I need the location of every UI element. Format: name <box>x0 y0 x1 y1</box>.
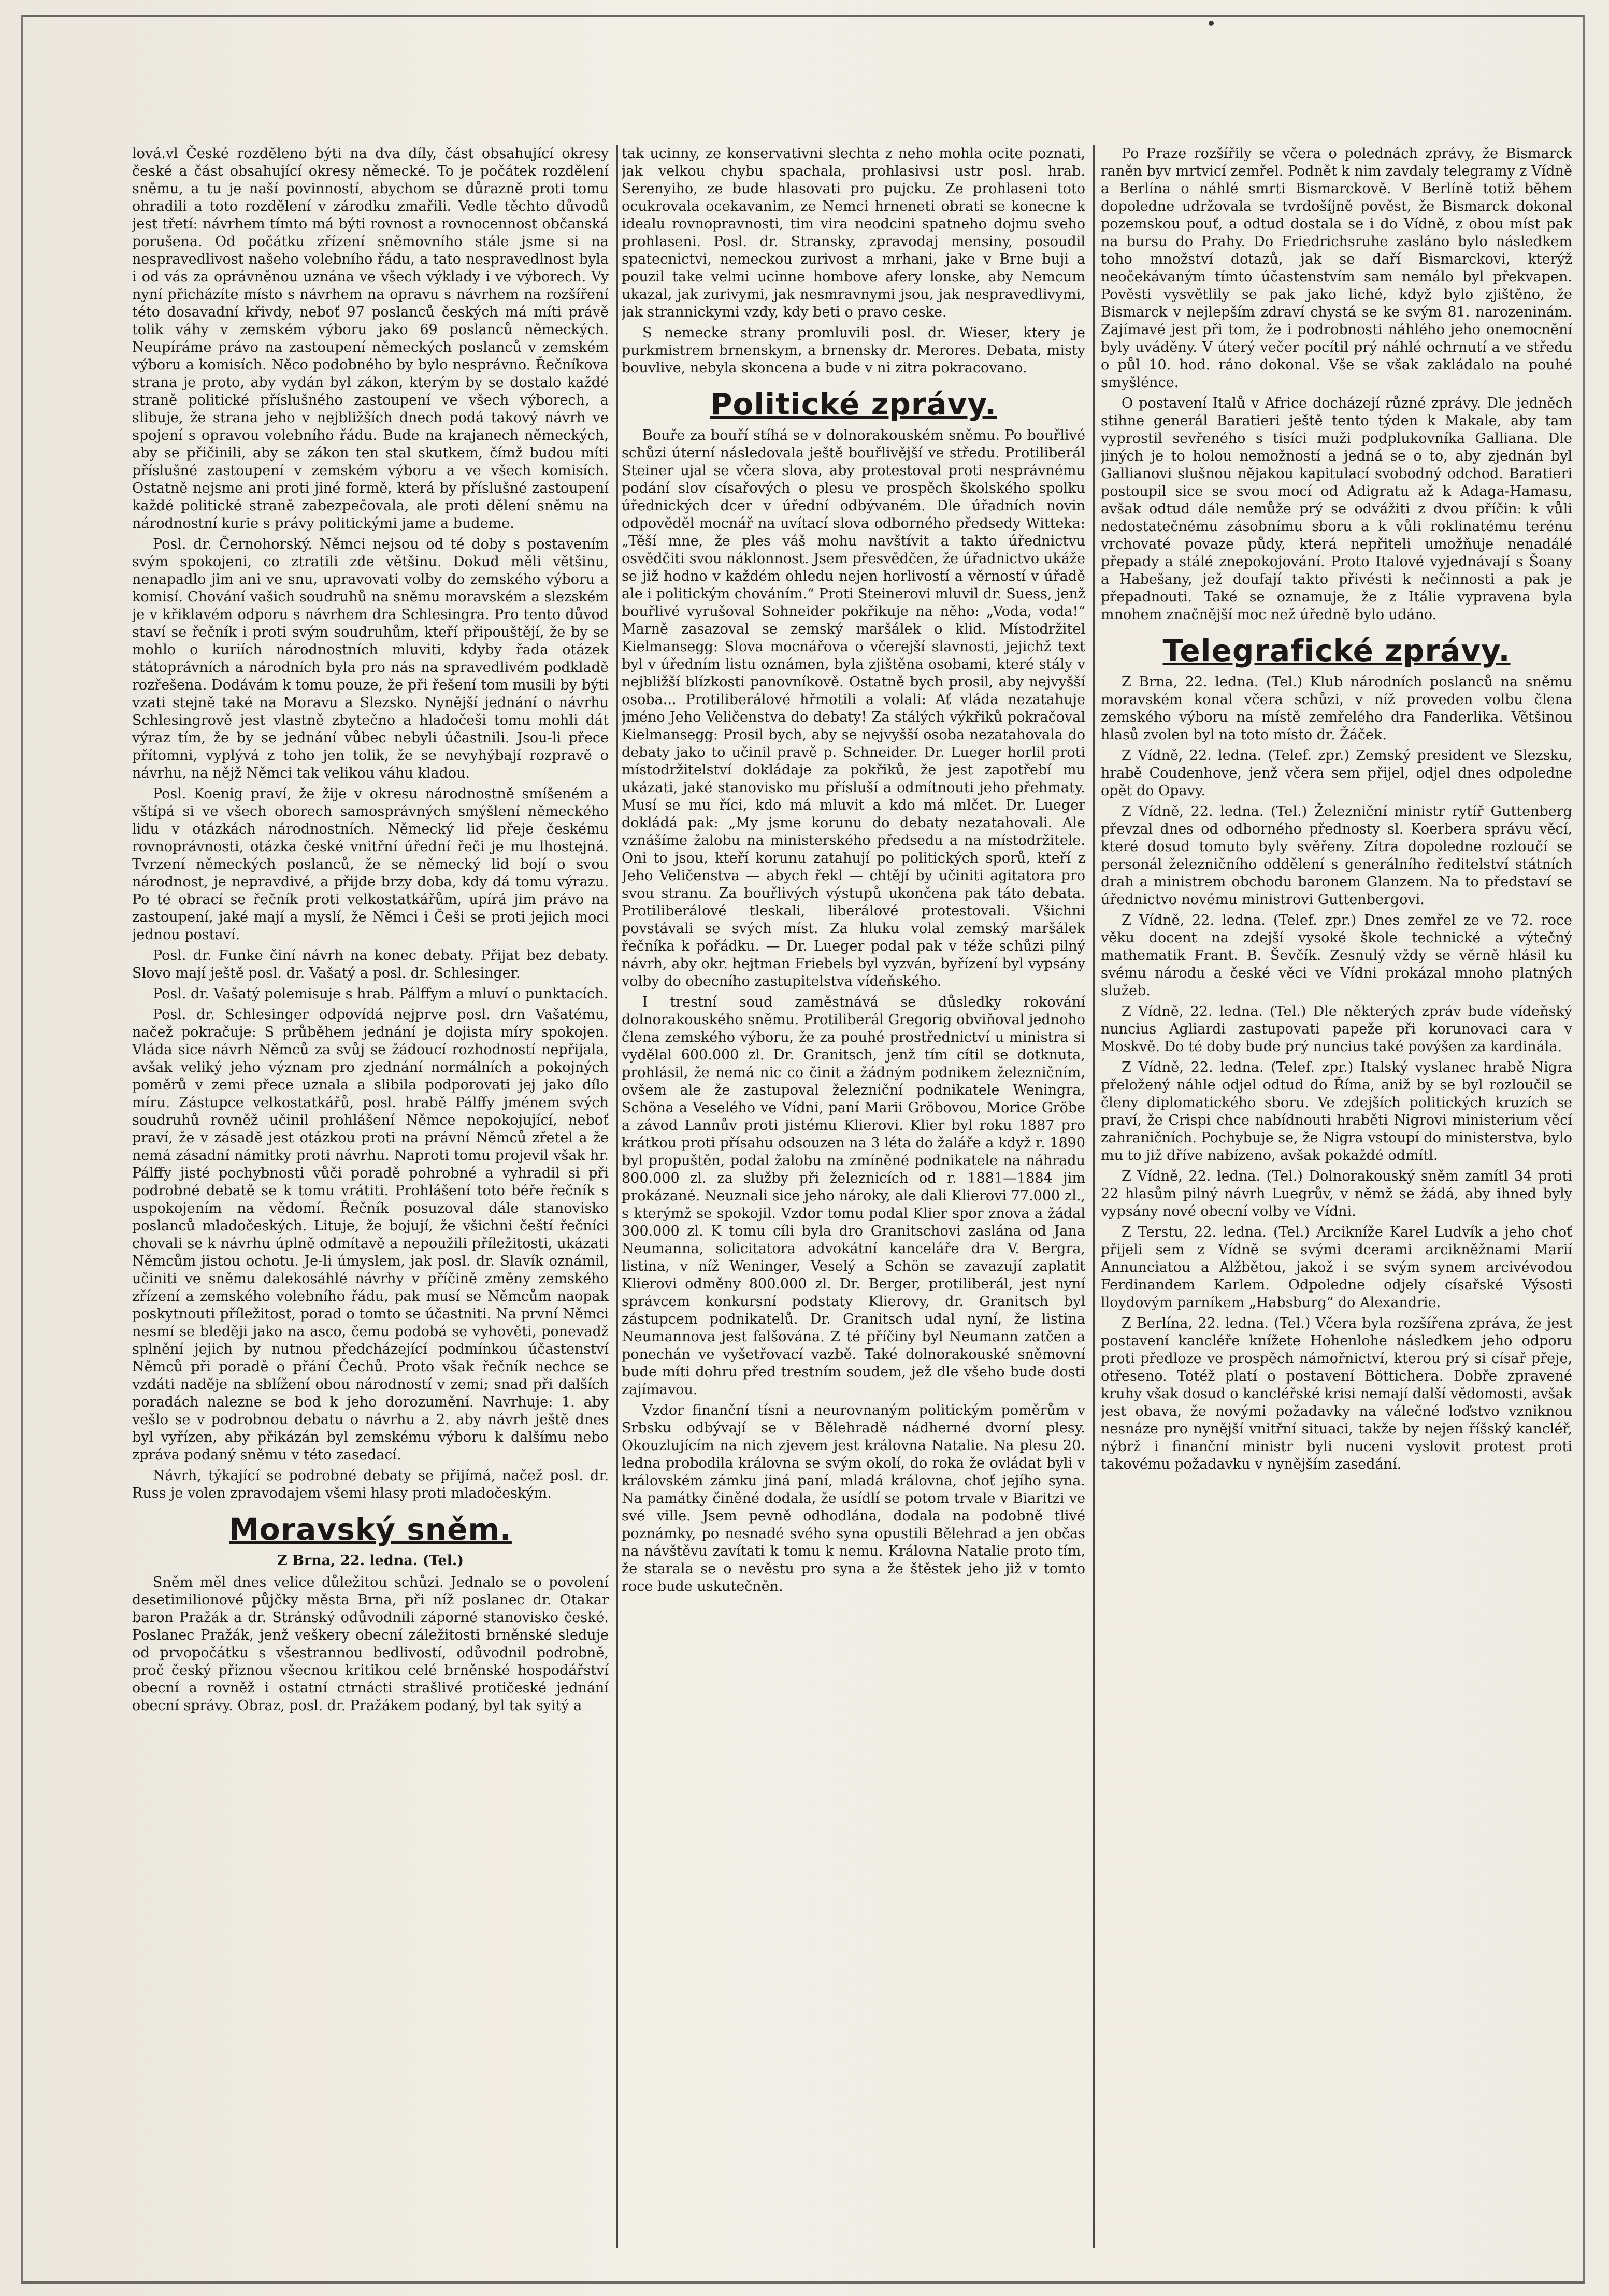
col1-paragraph: Návrh, týkající se podrobné debaty se přijímá, načež posl. dr. Russ je volen zpravodajem všemi hlasy proti mladočeským. <box>132 1468 609 1501</box>
column-separator-2 <box>1093 145 1095 2248</box>
column-2 <box>622 145 1085 2248</box>
column-separator-1 <box>616 145 618 2248</box>
telegram-item: Z Vídně, 22. ledna. (Telef. zpr.) Dnes zemřel ze ve 72. roce věku docent na zdejší vysoké škole technické a výtečný mathematik Frant. B. Ševčík. Zesnulý vždy se věrně hlásil ku svému národu a české věci ve Vídni prokázal mnoho platných služeb. <box>1101 912 1572 999</box>
col1-paragraph: lová.vl České rozděleno býti na dva díly, část obsahující okresy české a část obsahující okresy německé. To je počátek rozdělení sněmu, a tu je naší povinností, abychom se důrazně proti tomu ohradili a toto rozdělení v zárodku zmařili. Vedle těchto důvodů jest třetí: návrhem tímto má býti rovnost a rovnocennost občanská porušena. Od počátku zřízení sněmovního stále jsme si na nespravedlivost našeho volebního řádu, a tato nespravedlnost byla i od vás za oprávněnou uznána ve všech výklady i ve výborech. Vy nyní přicházíte místo s návrhem na opravu s návrhem na rozšíření této dosavadní křivdy, neboť 97 poslanců českých má míti právě tolik váhy v zemském výboru jako 69 poslanců německých. Neupíráme právo na zastoupení německých poslanců v zemském výboru a komisích. Něco podobného by bylo nesprávno. Řečníkova strana je proto, aby vydán byl zákon, kterým by se dostalo každé straně politické příslušného zastoupení ve všech výborech, a slibuje, že strana jeho v nejbližších dnech podá takový návrh ve spojení s opravou volebního řádu. Bude na krajanech německých, aby se přičinili, aby se zákon ten stal skutkem, čímž budou míti příslušné zastoupení v zemském výboru a ve všech komisích. Ostatně nejsme ani proti jiné formě, která by příslušné zastoupení každé politické straně zabezpečovala, ale proti dělení sněmu na národnostní kurie s právy politickými jame a budeme. <box>132 146 609 532</box>
right-border <box>1583 15 1585 2284</box>
dateline: Z Brna, 22. ledna. (Tel.) <box>277 1553 464 1569</box>
col3-paragraph: Po Praze rozšířily se včera o polednách zprávy, že Bismarck raněn byv mrtvicí zemřel. Podnět k nim zavdaly telegramy z Vídně a Berlína o náhlé smrti Bismarckově. V Berlíně totiž během dopoledne udržovala se tvrdošíjně pověst, že Bismarck dokonal pozemskou pouť, a odtud dostala se i do Vídně, z obou míst pak na bursu do Prahy. Do Friedrichsruhe zasláno bylo následkem toho množství dotazů, jak se daří Bismarckovi, kterýž neočekávaným tímto účastenstvím sam nemálo byl překvapen. Pověsti vysvětlily se pak jako liché, když bylo zjištěno, že Bismarck v nejlepším zdraví chystá se ke svým 81. narozeninám. Zajímavé jest při tom, že i podrobnosti náhlého jeho onemocnění byly uváděny. V úterý večer pocítil prý náhlé ochrnutí a ve středu o půl 10. hod. ráno dokonal. Vše se však zakládalo na pouhé smyšlénce. <box>1101 146 1572 391</box>
telegram-item: Z Berlína, 22. ledna. (Tel.) Včera byla rozšířena zpráva, že jest postavení kancléře knížete Hohenlohe následkem jeho odporu proti předloze ve prospěch námořnictví, kterou prý si císař přeje, otřeseno. Totéž platí o postavení Böttichera. Dobře zpravené kruhy však dosud o kancléřské krisi nemají další vědomosti, avšak jest obava, že novými požadavky na válečné loďstvo vzniknou nesnáze pro nynější vnitřní situaci, takže by nejen říšský kancléř, nýbrž i finanční ministr byli nuceni vyslovit protest proti takovému požadavku v nynějším zasedání. <box>1101 1315 1572 1472</box>
col1-paragraph: Posl. dr. Vašatý polemisuje s hrab. Pálffym a mluví o punktacích. <box>153 986 609 1002</box>
column-1 <box>132 145 609 2248</box>
telegram-item: Z Vídně, 22. ledna. (Tel.) Dle některých zpráv bude vídeňský nuncius Agliardi zastupovati papeže při korunovaci cara v Moskvě. Do té doby bude prý nuncius také povýšen za kardinála. <box>1101 1003 1572 1055</box>
col2-paragraph: tak ucinny, ze konservativni slechta z neho mohla ocite poznati, jak velkou chybu spachala, prohlasivsi ustr posl. hrab. Serenyiho, ze bude hlasovati pro pujcku. Ze prohlaseni toto ocukrovala ocekavanim, ze Nemci hrneneti obrati se konecne k idealu rovnopravnosti, tim vira neodcini spatneho dojmu sveho prohlaseni. Posl. dr. Stransky, zpravodaj mensiny, posoudil spatecnictvi, nemeckou zurivost a mrhani, jake v Brne buji a pouzil take velmi ucinne hombove afery lonske, aby Nemcum ukazal, jak zurivymi, jak nesmravnymi jsou, jak nespravedlivymi, jak strannickymi vzdy, kdy beti o pravo ceske. <box>622 146 1085 320</box>
top-border <box>21 15 1585 17</box>
col2-paragraph: Bouře za bouří stíhá se v dolnorakouském sněmu. Po bouřlivé schůzi úterní následovala ještě bouřlivější ve středu. Protiliberál Steiner ujal se včera slova, aby protestoval proti nesprávnému podání slov císařových o plesu ve prospěch školského spolku úřednických dcer v úřední odbývaném. Dle úřadních novin odpověděl mocnář na uvítací slova odborného předsedy Witteka: „Těší mne, že ples váš mohu navštívit a takto úřednictvu osvědčiti svou náklonnost. Jsem přesvědčen, že úřadnictvo ukáže se již hodno v každém ohledu nejen horlivostí a věrností v úřadě ale i politickým chováním.“ Proti Steinerovi mluvil dr. Suess, jenž bouřlivé vyrušoval Sohneider pokřikuje na něho: „Voda, voda!“ Marně zasazoval se zemský maršálek o klid. Místodržitel Kielmansegg: Slova mocnářova o včerejší slavnosti, jejichž text byl v úředním listu oznámen, byla zjištěna osobami, které stály v nejbližší blízkosti panovníkově. Ostatně bych prosil, aby nejvyšší osoba... Protiliberálové hřmotili a volali: Ať vláda nezatahuje jméno Jeho Veličenstva do debaty! Za stálých výkřiků pokračoval Kielmansegg: Prosil bych, aby se nejvyšší osoba nezatahovala do debaty jako to učinil pravě p. Schneider. Dr. Lueger horlil proti místodržitelství dokládaje za pokřiků, že jest zapotřebí mu ukázati, jaké stanovisko mu přísluší a odmítnouti jeho přehmaty. Musí se mu říci, kdo má mluvit a kdo má mlčet. Dr. Lueger dokládá pak: „My jsme korunu do debaty nezatahovali. Ale vznášíme žalobu na ministerského předsedu a na místodržitele. Oni to jsou, kteří korunu zatahují po politických sporů, kteří z Jeho Veličenstva — abych řekl — chtějí by učiniti agitatora pro svou stranu. Za bouřlivých výstupů ukončena pak táto debata. Protiliberálové tleskali, liberálové protestovali. Všichni povstávali se svých míst. Za hluku volal zemský maršálek řečníka k pořádku. — Dr. Lueger podal pak v téže schůzi pilný návrh, aby okr. hejtman Friebels byl vyzván, byřízení byl vypsány volby do obecního zastupitelstva vídeňského. <box>622 427 1085 989</box>
section-heading-moravsky-snem: Moravský sněm. <box>229 1512 512 1547</box>
telegram-item: Z Vídně, 22. ledna. (Telef. zpr.) Italský vyslanec hrabě Nigra přeložený náhle odjel odtud do Říma, aniž by se byl rozloučil se členy diplomatického sboru. Ve zdejších politických kruzích se praví, že Crispi chce nabídnouti hraběti Nigrovi ministerium věcí zahraničních. Pochybuje se, že Nigra vstoupí do ministerstva, bylo mu to již dříve nabízeno, avšak pokaždé odmítl. <box>1101 1059 1572 1164</box>
col2-paragraph: I trestní soud zaměstnává se důsledky rokování dolnorakouského sněmu. Protiliberál Gregorig obviňoval jednoho člena zemského výboru, že za pouhé prostřednictví u ministra si vydělal 600.000 zl. Dr. Granitsch, jenž tím cítil se dotknuta, prohlásil, že nemá nic co činit a žádným podnikem železničním, ovšem ale že zastupoval železniční podnikatele Weningra, Schöna a Veselého ve Vídni, paní Marii Gröbovou, Morice Gröbe a závod Lannův proti jistému Klierovi. Klier byl roku 1887 pro krátkou proti přísahu odsouzen na 3 léta do žaláře a když r. 1890 byl propuštěn, podal žalobu na zmíněné podnikatele na náhradu 800.000 zl. za služby při železnicích od r. 1881—1884 jim prokázané. Neuznali sice jeho nároky, ale dali Klierovi 77.000 zl., s kterýmž se spokojil. Vzdor tomu podal Klier spor znova a žádal 300.000 zl. K tomu cíli byla dro Granitschovi zaslána od Jana Neumanna, solicitatora advokátní kanceláře dra V. Bergra, listina, v níž Weninger, Veselý a Schön se zavazují zaplatit Klierovi odměny 800.000 zl. Dr. Berger, protiliberál, jest nyní správcem konkursní podstaty Klierovy, dr. Granitsch byl zástupcem podnikatelů. Dr. Granitsch udal nyní, že listina Neumannova jest falšována. Z té příčiny byl Neumann zatčen a ponechán ve vyšetřovací vazbě. Také dolnorakouské sněmovní bude míti dohru před trestním soudem, jež dle všeho bude dosti zajímavou. <box>622 994 1085 1398</box>
left-border <box>21 15 23 2284</box>
telegram-item: Z Brna, 22. ledna. (Tel.) Klub národních poslanců na sněmu moravském konal včera schůzi, v níž proveden volbu člena zemského výboru na místě zemřelého dra Fanderlika. Většinou hlasů zvolen byl na toto místo dr. Žáček. <box>1101 674 1572 743</box>
col1-paragraph: Sněm měl dnes velice důležitou schůzi. Jednalo se o povolení desetimilionové půjčky města Brna, při níž poslanec dr. Otakar baron Pražák a dr. Stránský odůvodnili záporné stanovisko české. Poslanec Pražák, jenž veškery obecní záležitosti brněnské sleduje od prvopočátku s všestrannou bedlivostí, odůvodnil podrobně, proč český přiznou všecnou kritikou celé brněnské hospodářství obecní a rovněž i ostatní ctrnácti strašlivé protičeské jednání obecní správy. Obraz, posl. dr. Pražákem podaný, byl tak syitý a <box>132 1574 609 1714</box>
telegram-item: Z Vídně, 22. ledna. (Telef. zpr.) Zemský president ve Slezsku, hrabě Coudenhove, jenž včera sem přijel, odjel dnes odpoledne opět do Opavy. <box>1101 748 1572 799</box>
col1-paragraph: Posl. dr. Funke činí návrh na konec debaty. Přijat bez debaty. Slovo mají ještě posl. dr. Vašatý a posl. dr. Schlesinger. <box>132 948 609 981</box>
telegram-item: Z Vídně, 22. ledna. (Tel.) Železniční ministr rytíř Guttenberg převzal dnes od odborného přednosty sl. Koerbera správu věcí, které dosud tomuto byly svěřeny. Zítra dopoledne rozloučí se personál železničního oddělení s generálního ředitelství státních drah a ministrem obchodu baronem Glanzem. Na to představí se úřednictvo novému ministrovi Guttenbergovi. <box>1101 803 1572 908</box>
telegram-item: Z Vídně, 22. ledna. (Tel.) Dolnorakouský sněm zamítl 34 proti 22 hlasům pilný návrh Luegrův, v němž se žádá, aby ihned byly vypsány nové obecní volby ve Vídni. <box>1101 1168 1572 1219</box>
col1-paragraph: Posl. dr. Černohorský. Němci nejsou od té doby s postavením svým spokojeni, co ztratili zde většinu. Dokud měli většinu, nenapadlo jim ani ve snu, upravovati volby do zemského výboru a komisí. Chování vašich soudruhů na sněmu moravském a slezském je v křiklavém odporu s návrhem dra Schlesingra. Pro tento důvod staví se řečník i proti svým soudruhům, kteří připouštějí, že by se mohlo o kuriích národnostních mluviti, kdyby řada otázek státoprávních a národních byla pro nás na spravedlivém podkladě rozřešena. Dodávám k tomu pouze, že při řešení tom musili by býti vzati stejně také na Moravu a Slezsko. Nynější jednání o návrhu Schlesingrově jest vlastně zbytečno a hladočeši tomu mohli dát výraz tím, že by se jednání vůbec nebyli účastnili. Jsou-li přece přítomni, vyplývá z toho jen tolik, že se nevyhýbají rozpravě o návrhu, na nějž Němci tak velikou váhu kladou. <box>132 536 609 781</box>
section-heading-politicke-zpravy: Politické zprávy. <box>710 386 997 422</box>
print-dot <box>1209 21 1214 26</box>
col1-paragraph: Posl. Koenig praví, že žije v okresu národnostně smíšeném a vštípá si ve všech oborech samosprávných smýšlení německého lidu v otázkách národnostních. Německý lid přeje českému rovnoprávnosti, otázka české vnitřní úřední řeči je mu lhostejná. Tvrzení německých poslanců, že se německý lid bojí o svou národnost, je nepravdivé, a přijde brzy doba, kdy dá tomu výrazu. Po té obrací se řečník proti velkostatkářům, upírá jim právo na zastoupení, jaké mají a myslí, že Němci i Češi se proti jejich moci jednou postaví. <box>132 786 609 943</box>
col2-paragraph: S nemecke strany promluvili posl. dr. Wieser, ktery je purkmistrem brnenskym, a brnensky dr. Merores. Debata, misty bouvlive, nebyla skoncena a bude v ni zitra pokracovano. <box>622 325 1085 376</box>
col2-paragraph: Vzdor finanční tísni a neurovnaným politickým poměrům v Srbsku odbývají se v Bělehradě nádherné dvorní plesy. Okouzlujícím na nich zjevem jest královna Natalie. Na plesu 20. ledna probodila královna se svým okolí, do roka že ovládat byli v královském zámku jiná paní, mladá královna, choť jejího syna. Na památky činěné dodala, že usídlí se potom trvale v Biaritzi ve své ville. Jsem pevně odhodlána, dodala na podobně tlivé poznámky, po nesnadé svého syna opustili Bělehrad a jen občas na návštěvu zavítati k tomu k nemu. Královna Natalie proto tím, že starala se o nevěstu pro syna a že štěstek jeho již v tomto roce bude uskutečněn. <box>622 1402 1085 1595</box>
column-3 <box>1101 145 1572 2248</box>
telegram-item: Z Terstu, 22. ledna. (Tel.) Arcikníže Karel Ludvík a jeho choť přijeli sem z Vídně se svými dcerami arcikněžnami Marií Annunciatou a Alžbětou, jakož i se svým synem arcivévodou Ferdinandem Karlem. Odpoledne odjely císařské Výsosti lloydovým parníkem „Habsburg“ do Alexandrie. <box>1101 1224 1572 1311</box>
section-heading-telegraficke-zpravy: Telegrafické zprávy. <box>1162 633 1511 668</box>
col1-paragraph: Posl. dr. Schlesinger odpovídá nejprve posl. drn Vašatému, načež pokračuje: S průběhem jednání je dojista míry spokojen. Vláda sice návrh Němců za svůj se žádoucí rozhodností nepřijala, avšak veliký jeho význam pro zjednání normálních a pokojných poměrů v zemi přece uznala a slibila podporovati jej jako dílo míru. Zástupce velkostatkářů, posl. hrabě Pálffy jménem svých soudruhů rovněž učinil prohlášení Němce nepokojující, neboť praví, že v zásadě jest otázkou proti na právní Němců zřetel a že nemá zásadní námitky proti návrhu. Naproti tomu projevil však hr. Pálffy jisté pochybnosti vůči poradě pohrobné a vyhradil si při podrobné debatě se k tomu vrátiti. Prohlášení toto béře řečník s uspokojením na vědomí. Řečník posuzoval dále stanovisko poslanců mladočeských. Lituje, že bojují, že všichni čeští řečníci chovali se k návrhu úplně odmítavě a nepoužili příležitosti, ukázati Němcům jistou ochotu. Je-li úmyslem, jak posl. dr. Slavík oznámil, učiniti ve sněmu dalekosáhlé návrhy v příčině změny zemského zřízení a zemského volebního řádu, pak musí se Němcům naopak poskytnouti příležitost, porad o tomto se účastniti. Na první Němci nesmí se bleději jako na asco, čemu podobá se vyhověti, ponevadž splnění jejich by nutnou předcházející podmínkou účastenství Němců při poradě o přání Čechů. Proto však řečník nechce se vzdáti naděje na sblížení obou národností v zemi; snad při dalších poradách nalezne se bod k jeho dorozumění. Navrhuje: 1. aby vešlo se v podrobnou debatu o návrhu a 2. aby návrh ještě dnes byl vyřízen, aby přikázán byl zemskému výboru k dalšímu nebo zpráva podaný sněmu v této zasedací. <box>132 1007 609 1463</box>
col3-paragraph: O postavení Italů v Africe docházejí různé zprávy. Dle jedněch stihne generál Baratieri ještě tento týden k Makale, aby tam vyprostil sevřeného s tisíci muži podplukovníka Galliana. Dle jiných je to holou nemožností a jedná se o to, aby zjednán byl Gallianovi slušnou nějakou kapitulací svobodný odchod. Baratieri postoupil sice se svou mocí od Adigratu až k Adaga-Hamasu, avšak odtud dále nemůže prý se odvážiti z dvou příčin: k vůli nedostatečnému zásobnímu sboru a k vůli roklinatému terénu vrchovaté povaze půdy, která nepřiteli umožňuje nenadálé přepady a stálé znepokojování. Proto Italové vyjednávají s Šoany a Habešany, jež doufají takto přivésti k nečinnosti a pak je přepadnouti. Také se oznamuje, že z Itálie vypravena byla mnohem značnější moc než úředně bylo udáno. <box>1101 395 1572 623</box>
bottom-border <box>21 2281 1585 2284</box>
